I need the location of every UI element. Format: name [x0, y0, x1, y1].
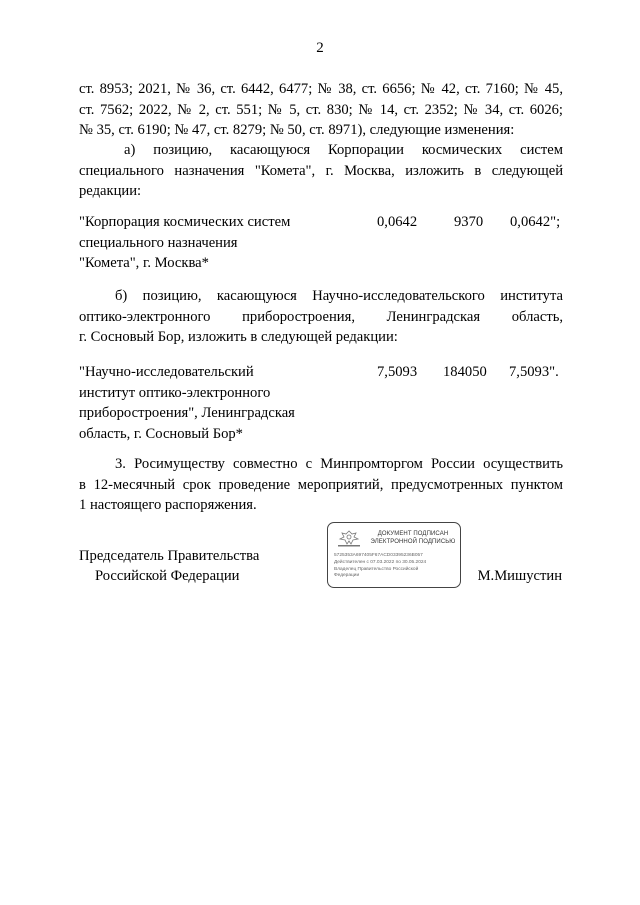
item-b-line: оптико-электронного приборостроения, Ленинградская область,: [79, 308, 563, 325]
signatory-title-line: Российской Федерации: [95, 568, 240, 584]
row-b-name-line: "Научно-исследовательский: [79, 364, 254, 380]
row-b-name-line: область, г. Сосновый Бор*: [79, 425, 243, 442]
row-a-name: [79, 212, 349, 274]
signatory-title-line: Председатель Правительства: [79, 548, 260, 564]
item-3-line: 1 настоящего распоряжения.: [79, 497, 257, 513]
stamp-title-line: ЭЛЕКТРОННОЙ ПОДПИСЬЮ: [370, 539, 456, 545]
row-b-value-2: 184050: [443, 364, 487, 380]
stamp-owner: Федерации: [334, 573, 360, 579]
row-b-value-3: 7,5093".: [509, 364, 559, 380]
item-b-line: б) позицию, касающуюся Научно-исследовательского института: [115, 288, 563, 304]
item-a-line: специального назначения "Комета", г. Москва, изложить в следующей: [79, 162, 563, 179]
item-3-line: в 12-месячный срок проведение мероприятий, предусмотренных пунктом: [79, 476, 563, 493]
row-b-value-1: 7,5093: [377, 364, 418, 380]
row-b-name: [79, 362, 349, 444]
coat-of-arms-icon: [334, 528, 364, 548]
item-3-line: 3. Росимуществу совместно с Минпромторгом России осуществить: [115, 456, 563, 472]
page-number: 2: [316, 40, 324, 56]
item-b-line: г. Сосновый Бор, изложить в следующей редакции:: [79, 329, 398, 345]
item-3-paragraph: [79, 454, 563, 516]
intro-line: № 35, ст. 6190; № 47, ст. 8279; № 50, ст. 8971), следующие изменения:: [79, 122, 515, 138]
signatory-title: [79, 546, 259, 586]
intro-paragraph: [79, 79, 563, 141]
stamp-details: [334, 553, 458, 580]
row-a-name-line: "Корпорация космических систем: [79, 214, 291, 230]
signatory-name: М.Мишустин: [477, 568, 562, 584]
intro-line: ст. 8953; 2021, № 36, ст. 6442, 6477; № 38, ст. 6656; № 42, ст. 7160; № 45,: [79, 81, 563, 97]
stamp-title-line: ДОКУМЕНТ ПОДПИСАН: [377, 531, 449, 537]
row-b-name-line: приборостроения", Ленинградская: [79, 405, 295, 421]
stamp-validity: Действителен с 07.03.2022 по 30.05.2024: [334, 559, 427, 565]
item-a-paragraph: [79, 140, 563, 202]
item-a-line: а) позицию, касающуюся Корпорации космических систем: [124, 142, 563, 158]
intro-line: ст. 7562; 2022, № 2, ст. 551; № 5, ст. 830; № 14, ст. 2352; № 34, ст. 6026;: [79, 101, 563, 118]
row-a-value-3: 0,0642";: [510, 214, 561, 230]
item-b-paragraph: [79, 286, 563, 348]
stamp-title: [368, 530, 458, 546]
stamp-owner: Владелец Правительство Российской: [334, 566, 419, 572]
row-a-name-line: "Комета", г. Москва*: [79, 255, 209, 271]
row-a-value-1: 0,0642: [377, 214, 418, 230]
electronic-signature-stamp: [327, 522, 461, 588]
row-a-value-2: 9370: [454, 214, 484, 230]
row-b-name-line: институт оптико-электронного: [79, 384, 271, 401]
stamp-serial: 5725353A697405F67ACD03395236B057: [334, 553, 423, 558]
row-a-name-line: специального назначения: [79, 234, 238, 251]
item-a-line: редакции:: [79, 183, 142, 199]
